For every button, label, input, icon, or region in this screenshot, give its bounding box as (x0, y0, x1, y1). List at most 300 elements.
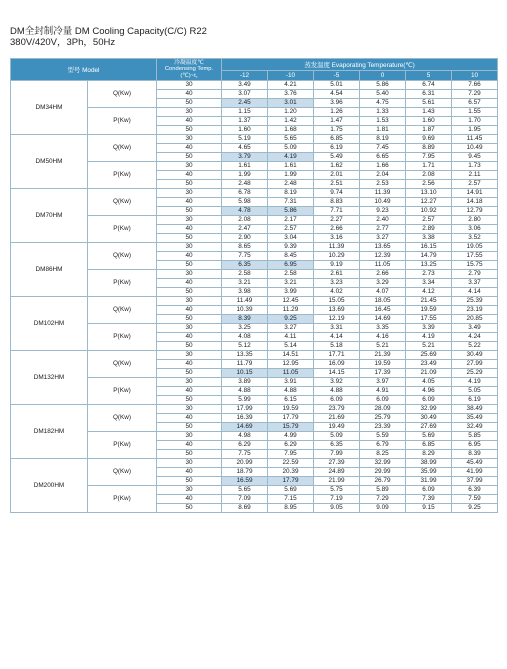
value-cell: 4.14 (452, 288, 498, 297)
value-cell: 2.04 (360, 171, 406, 180)
condensing-temp-cell: 30 (157, 378, 222, 387)
value-cell: 7.75 (222, 450, 268, 459)
condensing-temp-cell: 40 (157, 414, 222, 423)
value-cell: 5.21 (360, 342, 406, 351)
value-cell: 12.19 (314, 315, 360, 324)
value-cell: 4.96 (406, 387, 452, 396)
value-cell: 13.10 (406, 189, 452, 198)
value-cell: 7.45 (360, 144, 406, 153)
value-cell: 7.95 (406, 153, 452, 162)
value-cell: 2.79 (452, 270, 498, 279)
value-cell: 20.99 (222, 459, 268, 468)
value-cell: 9.05 (314, 504, 360, 513)
value-cell: 23.49 (406, 360, 452, 369)
value-cell: 23.19 (452, 306, 498, 315)
value-cell: 9.25 (268, 315, 314, 324)
value-cell: 26.79 (360, 477, 406, 486)
param-label: P(Kw) (88, 432, 157, 459)
condensing-temp-cell: 30 (157, 270, 222, 279)
value-cell: 23.39 (360, 423, 406, 432)
value-cell: 3.39 (406, 324, 452, 333)
condensing-temp-cell: 50 (157, 261, 222, 270)
value-cell: 18.79 (222, 468, 268, 477)
model-name: DM102HM (11, 297, 88, 351)
value-cell: 4.24 (452, 333, 498, 342)
value-cell: 11.05 (268, 369, 314, 378)
condensing-temp-cell: 30 (157, 486, 222, 495)
value-cell: 5.65 (268, 135, 314, 144)
value-cell: 1.71 (406, 162, 452, 171)
value-cell: 2.53 (360, 180, 406, 189)
value-cell: 5.12 (222, 342, 268, 351)
condensing-temp-cell: 30 (157, 297, 222, 306)
value-cell: 4.19 (452, 378, 498, 387)
value-cell: 3.38 (406, 234, 452, 243)
condensing-temp-cell: 50 (157, 396, 222, 405)
value-cell: 7.29 (360, 495, 406, 504)
value-cell: 11.45 (452, 135, 498, 144)
value-cell: 16.39 (222, 414, 268, 423)
value-cell: 21.09 (406, 369, 452, 378)
value-cell: 2.56 (406, 180, 452, 189)
value-cell: 1.47 (314, 117, 360, 126)
table-row (11, 81, 498, 90)
value-cell: 1.20 (268, 108, 314, 117)
value-cell: 32.49 (452, 423, 498, 432)
value-cell: 2.48 (268, 180, 314, 189)
model-name: DM34HM (11, 81, 88, 135)
model-name: DM86HM (11, 243, 88, 297)
value-cell: 7.19 (314, 495, 360, 504)
value-cell: 5.19 (222, 135, 268, 144)
value-cell: 5.69 (268, 486, 314, 495)
value-cell: 4.02 (314, 288, 360, 297)
value-cell: 3.27 (360, 234, 406, 243)
value-cell: 6.95 (452, 441, 498, 450)
value-cell: 17.71 (314, 351, 360, 360)
value-cell: 4.88 (268, 387, 314, 396)
value-cell: 3.29 (360, 279, 406, 288)
condensing-temp-cell: 50 (157, 504, 222, 513)
value-cell: 6.15 (268, 396, 314, 405)
condensing-temp-cell: 50 (157, 450, 222, 459)
header-row-1 (11, 59, 498, 71)
value-cell: 17.55 (406, 315, 452, 324)
param-label: P(Kw) (88, 108, 157, 135)
model-name: DM200HM (11, 459, 88, 513)
condensing-temp-cell: 50 (157, 126, 222, 135)
value-cell: 19.59 (406, 306, 452, 315)
value-cell: 6.74 (406, 81, 452, 90)
value-cell: 5.18 (314, 342, 360, 351)
value-cell: 4.08 (222, 333, 268, 342)
value-cell: 17.55 (452, 252, 498, 261)
condensing-temp-cell: 40 (157, 117, 222, 126)
value-cell: 7.09 (222, 495, 268, 504)
value-cell: 1.33 (360, 108, 406, 117)
model-name: DM70HM (11, 189, 88, 243)
condensing-temp-cell: 40 (157, 387, 222, 396)
value-cell: 3.01 (268, 99, 314, 108)
param-label: P(Kw) (88, 324, 157, 351)
value-cell: 6.78 (222, 189, 268, 198)
condensing-temp-cell: 40 (157, 144, 222, 153)
value-cell: 13.25 (406, 261, 452, 270)
table-row (11, 351, 498, 360)
value-cell: 7.29 (452, 90, 498, 99)
value-cell: 1.87 (406, 126, 452, 135)
value-cell: 5.65 (222, 486, 268, 495)
value-cell: 20.85 (452, 315, 498, 324)
value-cell: 4.98 (222, 432, 268, 441)
value-cell: 14.18 (452, 198, 498, 207)
value-cell: 10.29 (314, 252, 360, 261)
value-cell: 6.79 (360, 441, 406, 450)
value-cell: 3.04 (268, 234, 314, 243)
evap-temp-col: 10 (452, 70, 498, 81)
evaporating-temp-header: 蒸发温度 Evaporating Temperature(℃) (222, 59, 498, 71)
value-cell: 11.49 (222, 297, 268, 306)
value-cell: 7.59 (452, 495, 498, 504)
value-cell: 3.07 (222, 90, 268, 99)
condensing-temp-cell: 50 (157, 369, 222, 378)
value-cell: 4.88 (314, 387, 360, 396)
value-cell: 3.31 (314, 324, 360, 333)
param-label: Q(Kw) (88, 459, 157, 486)
value-cell: 9.45 (452, 153, 498, 162)
value-cell: 8.29 (406, 450, 452, 459)
power-spec: 380V/420V，3Ph，50Hz (10, 37, 116, 48)
value-cell: 6.35 (222, 261, 268, 270)
evap-temp-col: 0 (360, 70, 406, 81)
value-cell: 1.15 (222, 108, 268, 117)
condensing-temp-cell: 40 (157, 171, 222, 180)
condensing-temp-cell: 30 (157, 216, 222, 225)
value-cell: 6.19 (452, 396, 498, 405)
value-cell: 3.99 (268, 288, 314, 297)
value-cell: 35.99 (406, 468, 452, 477)
value-cell: 1.60 (222, 126, 268, 135)
condensing-header-en: Condensing Temp. (164, 66, 214, 73)
condensing-temp-cell: 30 (157, 405, 222, 414)
value-cell: 4.14 (314, 333, 360, 342)
condensing-temp-cell: 50 (157, 180, 222, 189)
value-cell: 2.17 (268, 216, 314, 225)
value-cell: 6.95 (268, 261, 314, 270)
value-cell: 3.21 (268, 279, 314, 288)
model-name: DM132HM (11, 351, 88, 405)
value-cell: 38.99 (406, 459, 452, 468)
value-cell: 17.39 (360, 369, 406, 378)
value-cell: 14.69 (222, 423, 268, 432)
model-name: DM182HM (11, 405, 88, 459)
param-label: Q(Kw) (88, 189, 157, 216)
condensing-temp-cell: 30 (157, 432, 222, 441)
value-cell: 16.15 (406, 243, 452, 252)
value-cell: 17.79 (268, 477, 314, 486)
condensing-temp-cell: 40 (157, 441, 222, 450)
value-cell: 1.43 (406, 108, 452, 117)
value-cell: 35.49 (452, 414, 498, 423)
page-title: DM全封制冷量 DM Cooling Capacity(C/C) R22 (10, 26, 207, 37)
value-cell: 3.97 (360, 378, 406, 387)
value-cell: 19.05 (452, 243, 498, 252)
value-cell: 8.83 (314, 198, 360, 207)
param-label: Q(Kw) (88, 297, 157, 324)
condensing-temp-cell: 50 (157, 342, 222, 351)
value-cell: 8.45 (268, 252, 314, 261)
value-cell: 5.86 (268, 207, 314, 216)
value-cell: 2.89 (406, 225, 452, 234)
value-cell: 45.49 (452, 459, 498, 468)
value-cell: 14.51 (268, 351, 314, 360)
value-cell: 1.73 (452, 162, 498, 171)
value-cell: 3.16 (314, 234, 360, 243)
value-cell: 2.90 (222, 234, 268, 243)
value-cell: 3.79 (222, 153, 268, 162)
value-cell: 2.48 (222, 180, 268, 189)
value-cell: 1.53 (360, 117, 406, 126)
condensing-temp-cell: 50 (157, 315, 222, 324)
value-cell: 18.05 (360, 297, 406, 306)
value-cell: 21.39 (360, 351, 406, 360)
value-cell: 4.78 (222, 207, 268, 216)
value-cell: 6.09 (360, 396, 406, 405)
condensing-temp-cell: 40 (157, 225, 222, 234)
value-cell: 5.99 (222, 396, 268, 405)
condensing-temp-cell: 40 (157, 468, 222, 477)
value-cell: 7.95 (268, 450, 314, 459)
value-cell: 2.47 (222, 225, 268, 234)
model-header: 型号 Model (11, 59, 157, 81)
value-cell: 3.49 (452, 324, 498, 333)
value-cell: 13.65 (360, 243, 406, 252)
evap-temp-col: -12 (222, 70, 268, 81)
value-cell: 14.91 (452, 189, 498, 198)
value-cell: 5.61 (406, 99, 452, 108)
table-row (11, 297, 498, 306)
value-cell: 2.08 (222, 216, 268, 225)
value-cell: 6.65 (360, 153, 406, 162)
value-cell: 9.19 (314, 261, 360, 270)
condensing-temp-cell: 50 (157, 288, 222, 297)
value-cell: 9.69 (406, 135, 452, 144)
value-cell: 8.39 (222, 315, 268, 324)
value-cell: 27.69 (406, 423, 452, 432)
value-cell: 3.98 (222, 288, 268, 297)
value-cell: 11.39 (314, 243, 360, 252)
condensing-temp-cell: 40 (157, 360, 222, 369)
value-cell: 5.09 (268, 144, 314, 153)
value-cell: 12.39 (360, 252, 406, 261)
condensing-header-cn: 冷凝温度℃ (174, 59, 204, 66)
value-cell: 9.74 (314, 189, 360, 198)
value-cell: 19.59 (268, 405, 314, 414)
value-cell: 16.45 (360, 306, 406, 315)
value-cell: 3.23 (314, 279, 360, 288)
value-cell: 9.23 (360, 207, 406, 216)
value-cell: 6.85 (314, 135, 360, 144)
value-cell: 12.79 (452, 207, 498, 216)
value-cell: 7.39 (406, 495, 452, 504)
value-cell: 4.65 (222, 144, 268, 153)
value-cell: 12.95 (268, 360, 314, 369)
value-cell: 11.29 (268, 306, 314, 315)
value-cell: 6.31 (406, 90, 452, 99)
value-cell: 8.25 (360, 450, 406, 459)
value-cell: 21.45 (406, 297, 452, 306)
value-cell: 2.80 (452, 216, 498, 225)
value-cell: 4.16 (360, 333, 406, 342)
value-cell: 2.57 (268, 225, 314, 234)
condensing-temp-cell: 30 (157, 324, 222, 333)
value-cell: 24.89 (314, 468, 360, 477)
param-label: Q(Kw) (88, 135, 157, 162)
value-cell: 32.99 (360, 459, 406, 468)
value-cell: 5.69 (406, 432, 452, 441)
condensing-temp-cell: 50 (157, 477, 222, 486)
value-cell: 4.05 (406, 378, 452, 387)
value-cell: 1.60 (406, 117, 452, 126)
condensing-temp-cell: 50 (157, 423, 222, 432)
value-cell: 5.59 (360, 432, 406, 441)
value-cell: 8.19 (360, 135, 406, 144)
condensing-temp-cell: 40 (157, 90, 222, 99)
value-cell: 19.59 (360, 360, 406, 369)
param-label: Q(Kw) (88, 405, 157, 432)
value-cell: 3.27 (268, 324, 314, 333)
value-cell: 12.27 (406, 198, 452, 207)
value-cell: 3.92 (314, 378, 360, 387)
value-cell: 8.95 (268, 504, 314, 513)
param-label: P(Kw) (88, 216, 157, 243)
value-cell: 25.79 (360, 414, 406, 423)
value-cell: 4.99 (268, 432, 314, 441)
value-cell: 10.15 (222, 369, 268, 378)
condensing-temp-cell: 30 (157, 459, 222, 468)
value-cell: 4.12 (406, 288, 452, 297)
value-cell: 3.35 (360, 324, 406, 333)
value-cell: 4.07 (360, 288, 406, 297)
value-cell: 13.69 (314, 306, 360, 315)
value-cell: 27.39 (314, 459, 360, 468)
value-cell: 13.35 (222, 351, 268, 360)
table-row (11, 243, 498, 252)
value-cell: 8.69 (222, 504, 268, 513)
value-cell: 5.22 (452, 342, 498, 351)
value-cell: 1.61 (222, 162, 268, 171)
value-cell: 5.05 (452, 387, 498, 396)
value-cell: 1.42 (268, 117, 314, 126)
condensing-temp-cell: 40 (157, 252, 222, 261)
cooling-capacity-table (10, 58, 498, 513)
value-cell: 30.49 (406, 414, 452, 423)
value-cell: 9.39 (268, 243, 314, 252)
value-cell: 32.99 (406, 405, 452, 414)
value-cell: 15.75 (452, 261, 498, 270)
value-cell: 14.69 (360, 315, 406, 324)
value-cell: 10.49 (360, 198, 406, 207)
value-cell: 15.79 (268, 423, 314, 432)
value-cell: 22.59 (268, 459, 314, 468)
value-cell: 6.09 (406, 396, 452, 405)
evap-temp-col: -5 (314, 70, 360, 81)
value-cell: 2.27 (314, 216, 360, 225)
value-cell: 6.09 (314, 396, 360, 405)
value-cell: 2.11 (452, 171, 498, 180)
value-cell: 3.25 (222, 324, 268, 333)
condensing-header-unit: (℃)~t꜀ (180, 72, 198, 79)
value-cell: 16.09 (314, 360, 360, 369)
param-label: P(Kw) (88, 270, 157, 297)
value-cell: 5.01 (314, 81, 360, 90)
value-cell: 8.65 (222, 243, 268, 252)
param-label: P(Kw) (88, 378, 157, 405)
value-cell: 2.45 (222, 99, 268, 108)
condensing-temp-cell: 40 (157, 279, 222, 288)
value-cell: 8.19 (268, 189, 314, 198)
condensing-temp-cell: 50 (157, 207, 222, 216)
value-cell: 10.49 (452, 144, 498, 153)
value-cell: 27.99 (452, 360, 498, 369)
value-cell: 3.91 (268, 378, 314, 387)
value-cell: 2.40 (360, 216, 406, 225)
condensing-temp-cell: 30 (157, 243, 222, 252)
value-cell: 2.58 (222, 270, 268, 279)
value-cell: 2.51 (314, 180, 360, 189)
table-row (11, 405, 498, 414)
value-cell: 5.40 (360, 90, 406, 99)
value-cell: 4.54 (314, 90, 360, 99)
value-cell: 10.92 (406, 207, 452, 216)
value-cell: 5.49 (314, 153, 360, 162)
value-cell: 5.89 (360, 486, 406, 495)
value-cell: 6.29 (222, 441, 268, 450)
condensing-temp-cell: 30 (157, 162, 222, 171)
value-cell: 2.57 (452, 180, 498, 189)
condensing-temp-cell: 50 (157, 234, 222, 243)
value-cell: 9.25 (452, 504, 498, 513)
value-cell: 1.61 (268, 162, 314, 171)
value-cell: 17.79 (268, 414, 314, 423)
condensing-temp-cell: 30 (157, 81, 222, 90)
param-label: P(Kw) (88, 162, 157, 189)
condensing-temp-cell: 40 (157, 198, 222, 207)
condensing-temp-cell: 40 (157, 333, 222, 342)
value-cell: 4.19 (268, 153, 314, 162)
value-cell: 21.69 (314, 414, 360, 423)
value-cell: 3.52 (452, 234, 498, 243)
value-cell: 3.21 (222, 279, 268, 288)
condensing-temp-cell: 40 (157, 306, 222, 315)
value-cell: 5.98 (222, 198, 268, 207)
param-label: Q(Kw) (88, 351, 157, 378)
value-cell: 29.99 (360, 468, 406, 477)
value-cell: 3.96 (314, 99, 360, 108)
value-cell: 17.99 (222, 405, 268, 414)
value-cell: 1.81 (360, 126, 406, 135)
model-name: DM50HM (11, 135, 88, 189)
value-cell: 8.39 (452, 450, 498, 459)
value-cell: 4.75 (360, 99, 406, 108)
value-cell: 11.79 (222, 360, 268, 369)
value-cell: 4.21 (268, 81, 314, 90)
param-label: Q(Kw) (88, 81, 157, 108)
evap-temp-col: -10 (268, 70, 314, 81)
condensing-temp-cell: 30 (157, 189, 222, 198)
value-cell: 7.75 (222, 252, 268, 261)
value-cell: 9.15 (406, 504, 452, 513)
